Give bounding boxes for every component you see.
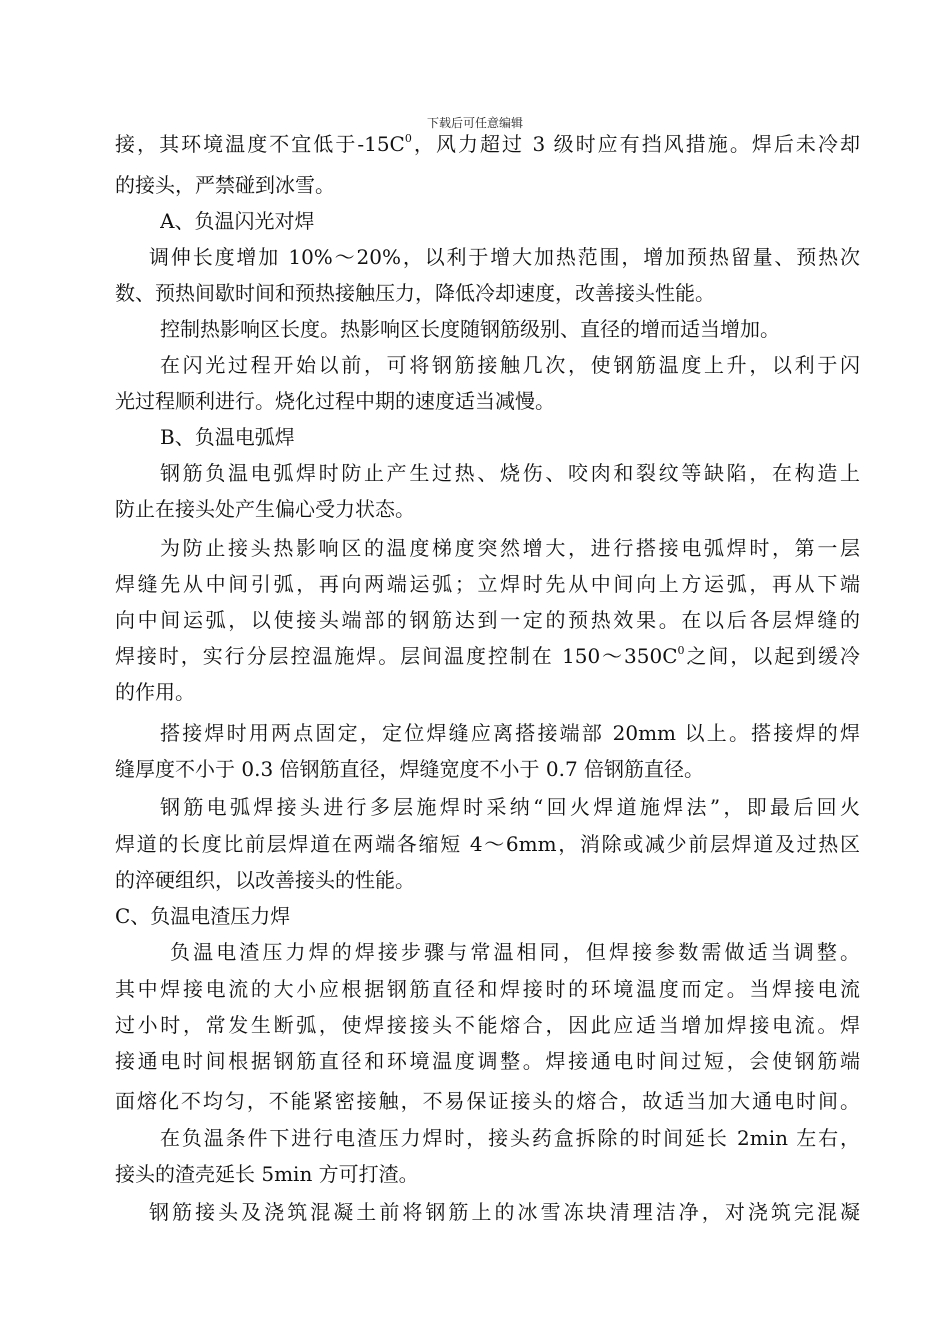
- paragraph-line: 钢筋负温电弧焊时防止产生过热、烧伤、咬肉和裂纹等缺陷，在构造上: [160, 461, 860, 485]
- section-heading-c: C、负温电渣压力焊: [115, 904, 291, 928]
- paragraph-line: 数、预热间歇时间和预热接触压力，降低冷却速度，改善接头性能。: [115, 281, 715, 305]
- superscript: 0: [677, 644, 685, 657]
- paragraph-line: 钢筋接头及浇筑混凝土前将钢筋上的冰雪冻块清理洁净，对浇筑完混凝: [149, 1200, 860, 1224]
- paragraph-line: 为防止接头热影响区的温度梯度突然增大，进行搭接电弧焊时，第一层: [160, 536, 860, 560]
- paragraph-line: 的淬硬组织，以改善接头的性能。: [115, 868, 415, 892]
- paragraph-line: 面熔化不均匀，不能紧密接触，不易保证接头的熔合，故适当加大通电时间。: [115, 1089, 860, 1113]
- paragraph-line: 防止在接头处产生偏心受力状态。: [115, 497, 415, 521]
- text-run: 之间，以起到缓冷: [684, 644, 860, 668]
- section-heading-b: B、负温电弧焊: [160, 425, 295, 449]
- paragraph-line: 缝厚度不小于 0.3 倍钢筋直径，焊缝宽度不小于 0.7 倍钢筋直径。: [115, 757, 705, 781]
- paragraph-line: 的接头，严禁碰到冰雪。: [115, 173, 335, 197]
- text-run: 接，其环境温度不宜低于-15C: [115, 132, 405, 156]
- paragraph-line: 光过程顺利进行。烧化过程中期的速度适当减慢。: [115, 389, 555, 413]
- paragraph-line: 焊缝先从中间引弧，再向两端运弧；立焊时先从中间向上方运弧，再从下端: [115, 572, 860, 596]
- text-run: 焊接时，实行分层控温施焊。层间温度控制在 150～350C: [115, 644, 678, 668]
- paragraph-line: 在闪光过程开始以前，可将钢筋接触几次，使钢筋温度上升，以利于闪: [160, 353, 860, 377]
- paragraph-line: 钢筋电弧焊接头进行多层施焊时采纳“回火焊道施焊法”，即最后回火: [160, 795, 860, 819]
- paragraph-line: [115, 638, 860, 674]
- paragraph-line: 其中焊接电流的大小应根据钢筋直径和焊接时的环境温度而定。当焊接电流: [115, 977, 860, 1001]
- paragraph-line: 控制热影响区长度。热影响区长度随钢筋级别、直径的增而适当增加。: [160, 317, 780, 341]
- paragraph-line: 的作用。: [115, 680, 195, 704]
- paragraph-line: 搭接焊时用两点固定，定位焊缝应离搭接端部 20mm 以上。搭接焊的焊: [160, 721, 860, 745]
- paragraph-line: 向中间运弧，以使接头端部的钢筋达到一定的预热效果。在以后各层焊缝的: [115, 608, 860, 632]
- superscript: 0: [404, 132, 412, 145]
- header-note: 下载后可任意编辑: [426, 116, 523, 130]
- paragraph-line: 过小时，常发生断弧，使焊接接头不能熔合，因此应适当增加焊接电流。焊: [115, 1013, 860, 1037]
- paragraph-line: [115, 126, 860, 162]
- paragraph-line: 接通电时间根据钢筋直径和环境温度调整。焊接通电时间过短，会使钢筋端: [115, 1049, 860, 1073]
- section-heading-a: A、负温闪光对焊: [160, 209, 315, 233]
- paragraph-line: 在负温条件下进行电渣压力焊时，接头药盒拆除的时间延长 2min 左右，: [160, 1126, 860, 1150]
- paragraph-line: 接头的渣壳延长 5min 方可打渣。: [115, 1162, 419, 1186]
- text-run: ，风力超过 3 级时应有挡风措施。焊后未冷却: [411, 132, 860, 156]
- paragraph-line: 调伸长度增加 10%～20%，以利于增大加热范围，增加预热留量、预热次: [149, 245, 860, 269]
- paragraph-line: 焊道的长度比前层焊道在两端各缩短 4～6mm，消除或减少前层焊道及过热区: [115, 832, 860, 856]
- paragraph-line: 负温电渣压力焊的焊接步骤与常温相同，但焊接参数需做适当调整。: [170, 940, 860, 964]
